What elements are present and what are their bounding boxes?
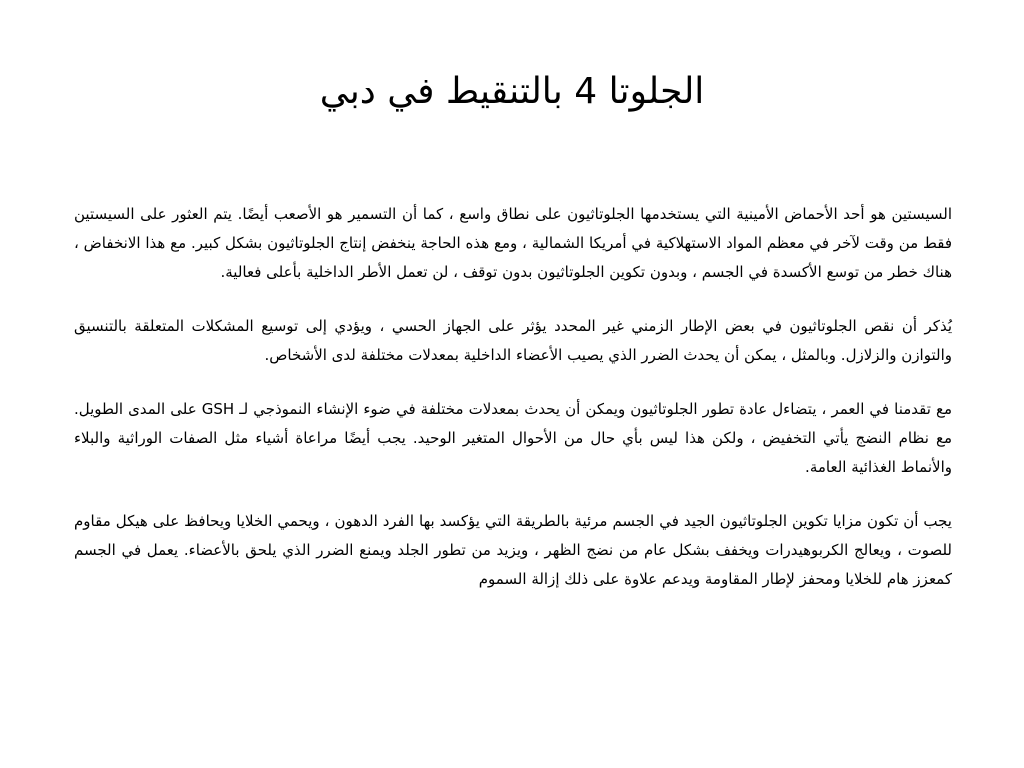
paragraph-aging: مع تقدمنا في العمر ، يتضاءل عادة تطور الجلوتاثيون ويمكن أن يحدث بمعدلات مختلفة في ضوء الإنشاء النموذجي لـ GSH على المدى الطويل. مع نظام النضج يأتي التخفيض ، ولكن هذا ليس بأي حال من الأحوال المتغير الوحيد. يجب أيضًا مراعاة أشياء مثل الصفات الوراثية والبلاء والأنماط الغذائية العامة. xyxy=(74,400,952,476)
slide-title: الجلوتا 4 بالتنقيط في دبي xyxy=(319,71,705,112)
paragraph-cysteine: السيستين هو أحد الأحماض الأمينية التي يستخدمها الجلوتاثيون على نطاق واسع ، كما أن التسمير هو الأصعب أيضًا. يتم العثور على السيستين فقط من وقت لآخر في معظم المواد الاستهلاكية في أمريكا الشمالية ، ومع هذه الحاجة ينخفض إنتاج الجلوتاثيون بشكل كبير. مع هذا الانخفاض ، هناك خطر من توسع الأكسدة في الجسم ، وبدون تكوين الجلوتاثيون بدون توقف ، لن تعمل الأطر الداخلية بأعلى فعالية. xyxy=(74,205,952,281)
slide-body xyxy=(74,200,952,619)
paragraph-benefits: يجب أن تكون مزايا تكوين الجلوتاثيون الجيد في الجسم مرئية بالطريقة التي يؤكسد بها الفرد الدهون ، ويحمي الخلايا ويحافظ على هيكل مقاوم للصوت ، ويعالج الكربوهيدرات ويخفف بشكل عام من نضج الظهر ، ويزيد من تطور الجلد ويمنع الضرر الذي يلحق بالأعضاء. يعمل في الجسم كمعزز هام للخلايا ومحفز لإطار المقاومة ويدعم علاوة على ذلك إزالة السموم xyxy=(74,512,952,588)
paragraph-deficiency: يُذكر أن نقص الجلوتاثيون في بعض الإطار الزمني غير المحدد يؤثر على الجهاز الحسي ، ويؤدي إلى توسيع المشكلات المتعلقة بالتنسيق والتوازن والزلازل. وبالمثل ، يمكن أن يحدث الضرر الذي يصيب الأعضاء الداخلية بمعدلات مختلفة لدى الأشخاص. xyxy=(74,317,952,364)
